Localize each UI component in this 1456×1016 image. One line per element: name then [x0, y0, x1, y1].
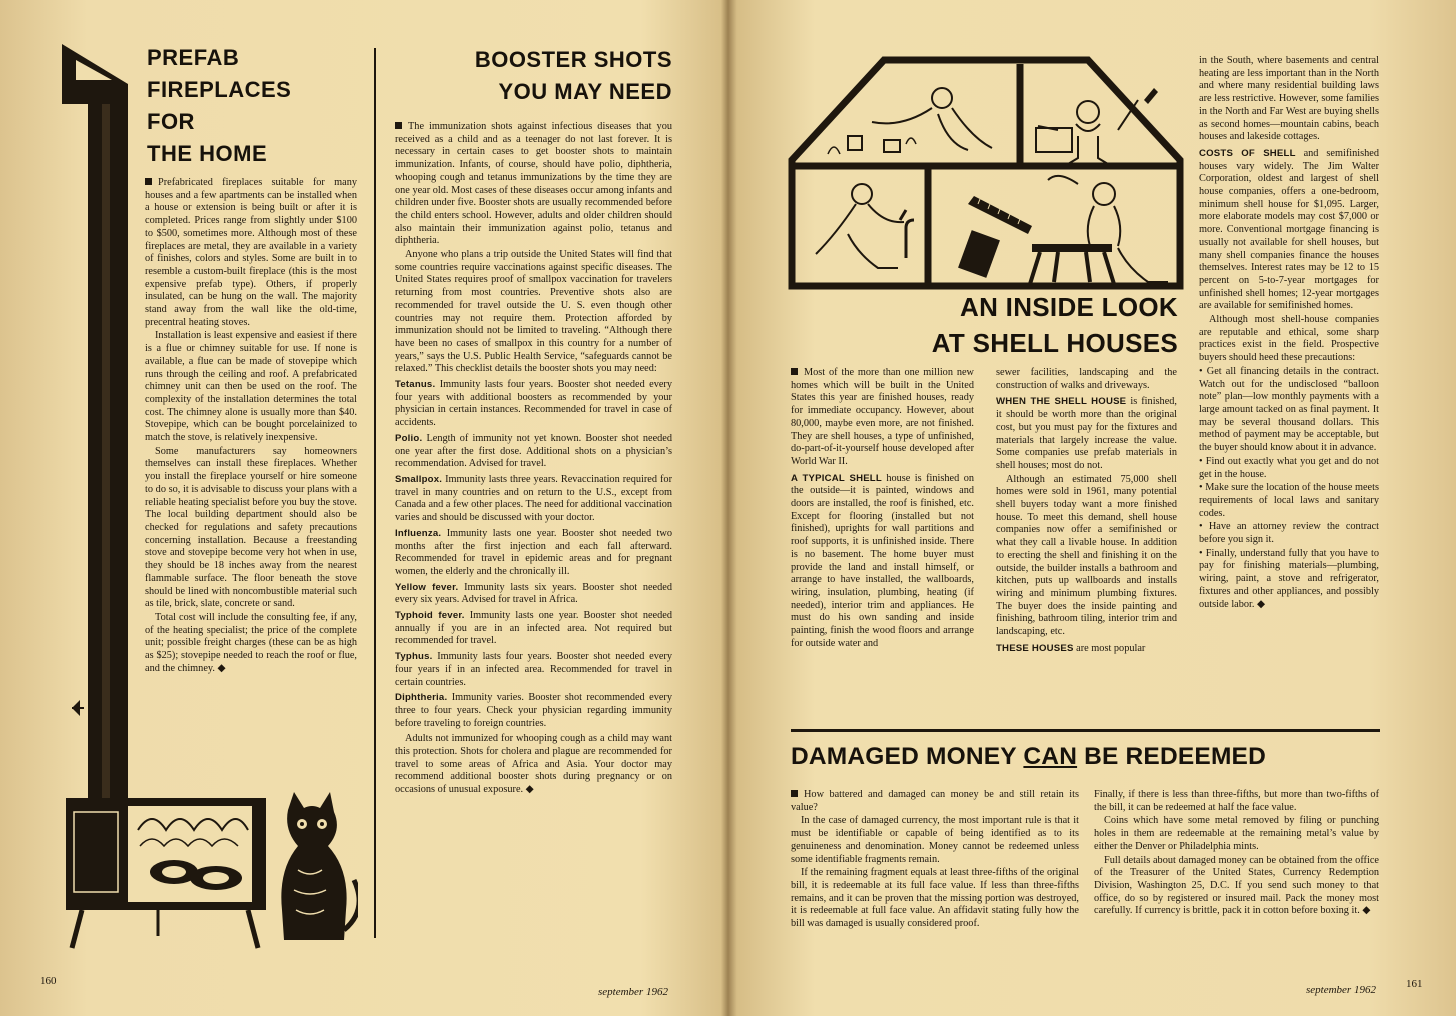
paragraph: The immunization shots against infectious diseases that you received as a child and as a teenager do not last forever. It is necessary in certain cases to get booster shots to maintain immunization. Infants, of course, should have polio, diphtheria, whooping cough and tetanus immunizations by the time they are one year old. Most cases of these diseases occur among infants and children under five. Booster shots are usually recommended before the child enters school. However, adults and older children should also maintain their immunization against polio, tetanus and diphtheria.: [395, 121, 672, 247]
paragraph: How battered and damaged can money be and still retain its value?: [791, 789, 1079, 813]
precaution-item: • Finally, understand fully that you have to pay for finishing materials—plumbing, wiring, paint, a stove and refrigerator, fixtures and other appliances, and possibly outside labor. ◆: [1199, 547, 1379, 610]
bullet-square-icon: [791, 368, 798, 375]
shot-name: Polio.: [395, 432, 423, 444]
shell-column-2: [996, 367, 1177, 656]
paragraph: sewer facilities, landscaping and the construction of walks and driveways.: [996, 367, 1177, 391]
shot-name: Tetanus.: [395, 379, 436, 391]
paragraph: Although most shell-house companies are reputable and ethical, some sharp practices exist in the field. Prospective buyers should heed these precautions:: [1199, 314, 1379, 364]
paragraph: If the remaining fragment equals at least three-fifths of the original bill, it is redeemable at its full face value. If less than three-fifths remains, and it can be proven that the missing portion was destroyed, it is redeemable at full face value. An affidavit stating fully how the bill was damaged is usually considered proof.: [791, 867, 1079, 930]
shot-text: Length of immunity not yet known. Booster shot needed one year after the first dose. Additional shots on a physician’s recommendation. Advised for travel.: [395, 432, 673, 470]
shot-entry: [395, 610, 672, 648]
page-number: 161: [1406, 978, 1423, 990]
paragraph: and semifinished houses vary widely. The Jim Walter Corporation, oldest and largest of shell house companies, offers a one-bedroom, minimum shell house for $1,095. Larger, more elaborate models may cost $7,000 or more. Conventional mortgage financing is usually not available for shell houses, but many shell companies finance the houses themselves. Interest rates may be 12 to 15 percent on 5-to-7-year mortgages for unfinished shell homes; 12-year mortgages are available for semifinished homes.: [1199, 147, 1380, 312]
shot-text: Immunity lasts one year. Booster shot needed two months after the first injection and each fall afterward. Recommended for travel in epidemic areas and for pregnant women, the elderly and the chronically ill.: [395, 527, 672, 577]
title-line: PREFAB: [147, 45, 240, 70]
paragraph: Anyone who plans a trip outside the United States will find that some countries require vaccinations against specific diseases. The United States requires proof of smallpox vaccination for travelers returning from most countries. Preventive shots also are recommended for travel outside the U. S. even though other countries may not require them. Protection afforded by immunization should not be limited to traveling. “Although there have been no cases of smallpox in this country for a number of years,” says the U.S. Public Health Service, “safeguards cannot be relaxed.” This checklist details the booster shots you may need:: [395, 249, 672, 375]
precaution-text: Make sure the location of the house meets requirements of local laws and sanitary codes.: [1199, 482, 1379, 519]
title-underlined: CAN: [1023, 743, 1078, 770]
paragraph: Some manufacturers say homeowners themselves can install these fireplaces. Whether you install the fireplace yourself or hire someone to do so, it is advisable to discuss your plans with a reliable heating specialist before you buy the stove. The local building department should also be checked for regulations and safety precautions concerning installation. Because a freestanding stove and stovepipe become very hot when in use, they should be 18 inches away from the nearest flammable surface. The floor beneath the stove should be lined with noncombustible material such as tile, brick, slate, concrete or sand.: [145, 445, 357, 610]
title-line: AT SHELL HOUSES: [931, 328, 1178, 358]
paragraph: Installation is least expensive and easiest if there is a flue or chimney suitable for use. If none is available, a flue can be made of stovepipe which runs through the ceiling and roof. A prefabricated chimney unit can then be used on the roof. The complexity of the installation determines the total cost. The chimney alone is usually more than $40. Stovepipe, which can be bought porcelainized to match the stove, is relatively inexpensive.: [145, 330, 357, 444]
precaution-text: Have an attorney review the contract before you sign it.: [1199, 521, 1379, 546]
prefab-fireplaces-body: [145, 177, 357, 676]
title-line: AN INSIDE LOOK: [960, 292, 1178, 322]
shot-name: Typhoid fever.: [395, 610, 465, 622]
shot-name: Smallpox.: [395, 473, 443, 485]
title-line: BOOSTER SHOTS: [474, 47, 672, 72]
shot-entry: [395, 379, 672, 430]
shot-name: Typhus.: [395, 651, 433, 663]
paragraph: In the case of damaged currency, the most important rule is that it must be identifiable or capable of being identified as to its genuineness and denomination. Money cannot be redeemed unless some identifiable fragments remain.: [791, 815, 1079, 865]
section-rule: [791, 729, 1380, 732]
bullet-square-icon: [395, 122, 402, 129]
precaution-item: • Get all financing details in the contract. Watch out for the undisclosed “balloon note” plan—low monthly payments with a large amount tacked on as final payment. It may be several thousand dollars. This method of payment may be acceptable, but the buyer should know about it in advance.: [1199, 365, 1379, 454]
shot-text: Immunity varies. Booster shot recommended every three to four years. Check your physician regarding immunity before traveling to foreign countries.: [395, 692, 672, 729]
precaution-text: Finally, understand fully that you have to pay for finishing materials—plumbing, wiring, paint, a stove and refrigerator, fixtures and other appliances, and possibly outside labor. ◆: [1199, 547, 1379, 610]
shot-entry: [395, 528, 672, 579]
damaged-money-title: [791, 741, 1383, 773]
bullet-square-icon: [791, 790, 798, 797]
precaution-item: • Make sure the location of the house meets requirements of local laws and sanitary codes.: [1199, 482, 1379, 519]
column-divider: [374, 48, 376, 938]
paragraph: is finished, it should be worth more than the original cost, but you must pay for the fixtures and materials that largely increase the value. Some companies use prefab materials in shell houses; most do not.: [996, 396, 1177, 471]
precaution-text: Get all financing details in the contract. Watch out for the undisclosed “balloon note” plan—low monthly payments with a large amount tacked on as final payment. It may be several thousand dollars. This method of payment may be acceptable, but the buyer should know about it in advance.: [1199, 365, 1379, 454]
shot-entry: [395, 474, 672, 525]
bullet-square-icon: [145, 178, 152, 185]
prefab-fireplaces-title: [147, 42, 291, 170]
shell-houses-title: [860, 289, 1178, 361]
title-part: DAMAGED MONEY: [791, 743, 1024, 770]
page-footer: september 1962: [1306, 984, 1376, 996]
paragraph: Most of the more than one million new homes which will be built in the United States this year are finished houses, ready for immediate occupancy. However, about 80,000, maybe even more, are not finished. They are shell houses, a type of unfinished, do-part-of-it-yourself house developed after World War II.: [791, 367, 974, 467]
precaution-item: • Have an attorney review the contract before you sign it.: [1199, 521, 1379, 546]
paragraph: Total cost will include the consulting fee, if any, of the heating specialist; the price of the complete unit; possible freight charges (these can be as high as $25); stovepipe needed to reach the roof or flue, and the chimney. ◆: [145, 611, 357, 674]
paragraph: in the South, where basements and central heating are less important than in the North and where many residential building laws are less restrictive. However, some families in the North and Far West are buying shells as second homes—mountain cabins, beach houses and lakeside cottages.: [1199, 55, 1379, 143]
shot-text: Immunity lasts four years. Booster shot needed every four years with additional boosters as recommended by your physician in certain instances. Recommended for travel in case of accidents.: [395, 379, 672, 429]
precaution-item: • Find out exactly what you get and do not get in the house.: [1199, 455, 1379, 480]
shot-name: Diphtheria.: [395, 692, 448, 704]
shot-entry: [395, 651, 672, 689]
title-line: FOR: [147, 109, 195, 134]
title-line: FIREPLACES: [147, 77, 292, 102]
subhead: COSTS OF SHELL: [1199, 147, 1296, 159]
shot-entry: [395, 582, 672, 607]
shot-name: Yellow fever.: [395, 581, 459, 593]
paragraph: Finally, if there is less than three-fifths, but more than two-fifths of the bill, it can be redeemed at half the face value.: [1094, 789, 1379, 813]
shot-text: Immunity lasts three years. Revaccination required for travel in many countries and on return to the U.S., except from Canada and a few other places. The need for additional vaccination varies and should be discussed with your doctor.: [395, 473, 672, 524]
shot-name: Influenza.: [395, 527, 442, 539]
booster-shots-body: [395, 121, 672, 798]
money-column-2: [1094, 789, 1379, 919]
subhead: WHEN THE SHELL HOUSE: [996, 396, 1127, 408]
paragraph: Although an estimated 75,000 shell homes were sold in 1961, many potential shell buyers today want a more finished house. To meet this demand, shell house companies now offer a semifinished or what they call a livable house. In addition to erecting the shell and finishing it on the outside, the builder installs a bathroom and kitchen, puts up wallboards and installs wiring and minimum plumbing fixtures. The buyer does the inside painting and finishing, bathroom tiling, interior trim and landscaping, etc.: [996, 473, 1177, 638]
shell-house-illustration: [788, 44, 1184, 290]
shot-entry: [395, 433, 672, 471]
title-line: THE HOME: [147, 141, 268, 166]
shell-column-1: [791, 367, 974, 651]
paragraph: are most popular: [1076, 642, 1146, 654]
subhead: A TYPICAL SHELL: [791, 472, 882, 484]
shot-text: Immunity lasts six years. Booster shot needed every six years. Advised for travel in Africa.: [395, 581, 672, 606]
title-line: YOU MAY NEED: [498, 79, 672, 104]
paragraph: Prefabricated fireplaces suitable for many houses and a few apartments can be installed when a house or extension is being built or after it is completed. Prices range from slightly under $100 to $500, sometimes more. Although most of these fireplaces are metal, they are available in a variety of finishes, colors and styles. Some are built in to resemble a custom-built fireplace (this is the most expensive prefab type). Others, if properly insulated, can be hung on the wall. The majority stand away from the wall like the old-time, precentral heating stoves.: [145, 177, 357, 328]
page-number: 160: [40, 975, 57, 987]
money-column-1: [791, 789, 1079, 932]
paragraph: Adults not immunized for whooping cough as a child may want this protection. Shots for cholera and plague are recommended for travel to some areas of Africa and Asia. Your doctor may recommend additional booster shots during pregnancy or on occasions of unusual exposure. ◆: [395, 733, 672, 796]
subhead: THESE HOUSES: [996, 642, 1074, 654]
page-footer: september 1962: [598, 986, 668, 998]
paragraph: Coins which have some metal removed by filing or punching holes in them are redeemable at the remaining metal’s value by either the Denver or Philadelphia mints.: [1094, 815, 1379, 852]
precaution-text: Find out exactly what you get and do not get in the house.: [1199, 455, 1379, 480]
title-part: BE REDEEMED: [1077, 743, 1266, 770]
shot-entry: [395, 692, 672, 730]
shot-text: Immunity lasts one year. Booster shot needed annually if you are in an infected area. Not required but recommended for travel.: [395, 610, 672, 647]
shell-column-3: [1199, 55, 1379, 612]
paragraph: house is finished on the outside—it is painted, windows and doors are installed, the roof is finished, etc. Except for flooring (installed but not finished), uprights for wall partitions and roof supports, it is unfinished inside. There is no basement. The home buyer must provide the land and install himself, or arrange to have installed, the wallboards, wiring, insulation, plumbing, heating (if needed), interior trim and appliances. He must do his own sanding and inside painting, finish the wood floors and arrange for outside water and: [791, 472, 974, 649]
booster-shots-title: [392, 44, 672, 108]
paragraph: Full details about damaged money can be obtained from the office of the Treasurer of the United States, Currency Redemption Division, Washington 25, D.C. If you send such money to that office, do so by registered or insured mail. Pack the money most carefully. If currency is brittle, pack it in cotton before boxing it. ◆: [1094, 854, 1379, 917]
shot-text: Immunity lasts four years. Booster shot needed every four years if in an infected area. Recommended for travel in certain countries.: [395, 651, 672, 688]
